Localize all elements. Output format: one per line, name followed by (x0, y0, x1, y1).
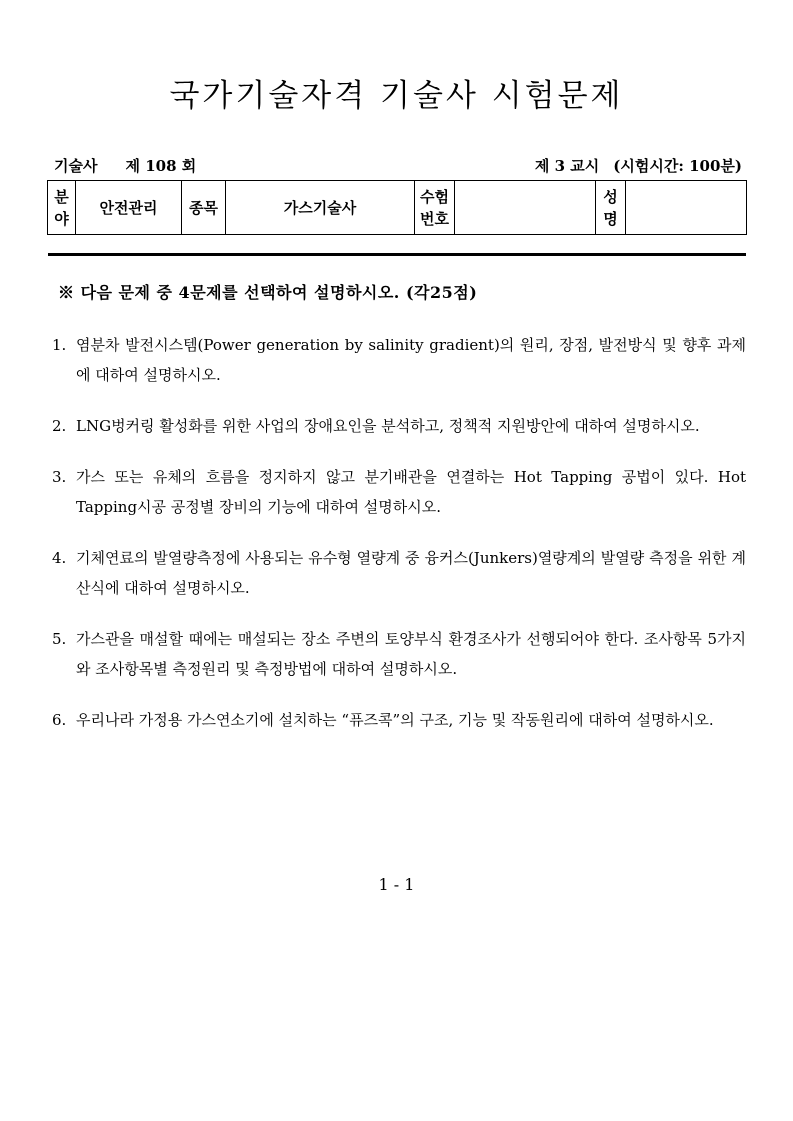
question-text: 염분차 발전시스템(Power generation by salinity gradient)의 원리, 장점, 발전방식 및 향후 과제에 대하여 설명하시오. (76, 336, 746, 384)
name-value-cell[interactable] (626, 181, 747, 235)
page-title: 국가기술자격 기술사 시험문제 (169, 78, 624, 114)
name-label: 성명 (603, 187, 618, 228)
field-value-cell (76, 181, 182, 235)
divider-rule (48, 253, 746, 256)
question-item (52, 543, 746, 603)
field-label-cell (48, 181, 76, 235)
question-number: 6. (52, 711, 67, 729)
exam-info-row (48, 155, 746, 177)
question-number: 5. (52, 630, 67, 648)
question-number: 2. (52, 417, 67, 435)
field-label: 분야 (54, 187, 69, 228)
field-value: 안전관리 (99, 198, 158, 217)
question-number: 3. (52, 468, 67, 486)
question-text: LNG벙커링 활성화를 위한 사업의 장애요인을 분석하고, 정책적 지원방안에 대하여 설명하시오. (76, 417, 700, 435)
exam-no-label: 수험번호 (420, 187, 449, 228)
item-label: 종목 (189, 198, 218, 217)
item-value-cell (226, 181, 415, 235)
exam-header-table (47, 180, 747, 235)
item-label-cell (182, 181, 226, 235)
exam-no-value-cell[interactable] (455, 181, 596, 235)
question-number: 1. (52, 336, 67, 354)
instruction-text: ※ 다음 문제 중 4문제를 선택하여 설명하시오. (각25점) (58, 283, 478, 302)
question-item (52, 624, 746, 684)
question-number: 4. (52, 549, 67, 567)
question-item (52, 411, 746, 441)
exam-session: 제 3 교시 (534, 157, 600, 175)
question-text: 기체연료의 발열량측정에 사용되는 유수형 열량계 중 융커스(Junkers)열량계의 발열량 측정을 위한 계산식에 대하여 설명하시오. (76, 549, 746, 597)
item-value: 가스기술사 (283, 198, 357, 217)
question-list (52, 330, 746, 756)
question-text: 우리나라 가정용 가스연소기에 설치하는 “퓨즈콕”의 구조, 기능 및 작동원리에 대하여 설명하시오. (76, 711, 714, 729)
exam-time: (시험시간: 100분) (613, 157, 742, 175)
exam-no-label-cell (415, 181, 455, 235)
exam-info-right (535, 155, 742, 176)
question-item (52, 330, 746, 390)
question-item (52, 705, 746, 735)
exam-info-left (54, 155, 196, 176)
page-number: 1 - 1 (378, 875, 415, 894)
exam-round: 제 108 회 (125, 157, 197, 175)
name-label-cell (596, 181, 626, 235)
exam-category: 기술사 (54, 157, 98, 175)
question-text: 가스관을 매설할 때에는 매설되는 장소 주변의 토양부식 환경조사가 선행되어야 한다. 조사항목 5가지와 조사항목별 측정원리 및 측정방법에 대하여 설명하시오. (76, 630, 746, 678)
question-text: 가스 또는 유체의 흐름을 정지하지 않고 분기배관을 연결하는 Hot Tapping 공법이 있다. Hot Tapping시공 공정별 장비의 기능에 대하여 설명하시오. (76, 468, 746, 516)
question-item (52, 462, 746, 522)
